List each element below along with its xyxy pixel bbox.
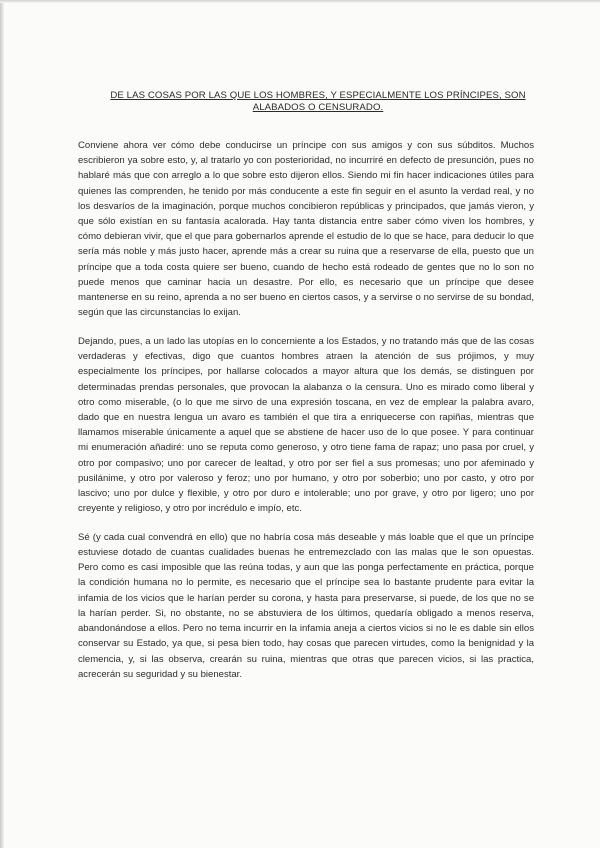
paragraph-3: Sé (y cada cual convendrá en ello) que no habría cosa más deseable y más loable que el que un príncipe estuviese dotado de cuantas cualidades buenas he entremezclado con las malas que le son opuestas. Pero como es casi imposible que las reúna todas, y aun que las ponga perfectamente en práctica, porque la condición humana no lo permite, es necesario que el príncipe sea lo bastante prudente para evitar la infamia de los vicios que le harían perder su corona, y hasta para preservarse, si puede, de los que no se la harían perder. Si, no obstante, no se abstuviera de los últimos, quedaría obligado a menos reserva, abandonándose a ellos. Pero no tema incurrir en la infamia aneja a ciertos vicios si no le es dable sin ellos conservar su Estado, ya que, si pesa bien todo, hay cosas que parecen virtudes, como la benignidad y la clemencia, y, si las observa, crearán su ruina, mientras que otras que parecen vicios, si las practica, acrecerán su seguridad y su bienestar. — [78, 531, 534, 680]
document-title: DE LAS COSAS POR LAS QUE LOS HOMBRES, Y ESPECIALMENTE LOS PRÍNCIPES, SON ALABADOS O CENSURADO. — [110, 90, 526, 113]
paragraph-1: Conviene ahora ver cómo debe conducirse un príncipe con sus amigos y con sus súbditos. Muchos escribieron ya sobre esto, y, al tratarlo yo con posterioridad, no incurriré en defecto de presunción, pues no hablaré más que con arreglo a lo que sobre esto dijeron ellos. Siendo mi fin hacer indicaciones útiles para quienes las comprenden, he tenido por más conducente a este fin seguir en el asunto la verdad real, y no los desvaríos de la imaginación, porque muchos concibieron repúblicas y principados, que jamás vieron, y que sólo existían en su fantasía acalorada. Hay tanta distancia entre saber cómo viven los hombres, y cómo debieran vivir, que el que para gobernarlos aprende el estudio de lo que se hace, para deducir lo que sería más noble y más justo hacer, aprende más a crear su ruina que a reservarse de ella, puesto que un príncipe que a toda costa quiere ser bueno, cuando de hecho está rodeado de gentes que no lo son no puede menos que caminar hacia un desastre. Por ello, es necesario que un príncipe que desee mantenerse en su reino, aprenda a no ser bueno en ciertos casos, y a servirse o no servirse de su bondad, según que las circunstancias lo exijan. — [78, 140, 534, 319]
scan-edge-left — [0, 0, 4, 848]
document-body — [78, 138, 534, 682]
paragraph-2: Dejando, pues, a un lado las utopías en lo concerniente a los Estados, y no tratando más que de las cosas verdaderas y efectivas, digo que cuantos hombres atraen la atención de sus prójimos, y muy especialmente los príncipes, por hallarse colocados a mayor altura que los demás, se distinguen por determinadas prendas personales, que provocan la alabanza o la censura. Uno es mirado como liberal y otro como miserable, (o lo que me sirvo de una expresión toscana, en vez de emplear la palabra avaro, dado que en nuestra lengua un avaro es también el que tira a enriquecerse con rapiñas, mientras que llamamos miserable únicamente a aquel que se abstiene de hacer uso de lo que posee. Y para continuar mi enumeración añadiré: uno se reputa como generoso, y otro tiene fama de rapaz; uno pasa por cruel, y otro por compasivo; uno por carecer de lealtad, y otro por ser fiel a sus promesas; uno por afeminado y pusilánime, y otro por valeroso y feroz; uno por humano, y otro por soberbio; uno por casto, y otro por lascivo; uno por dulce y flexible, y otro por duro e intolerable; uno por grave, y otro por ligero; uno por creyente y religioso, y otro por incrédulo e impío, etc. — [78, 335, 534, 515]
scan-edge-top — [0, 0, 600, 3]
